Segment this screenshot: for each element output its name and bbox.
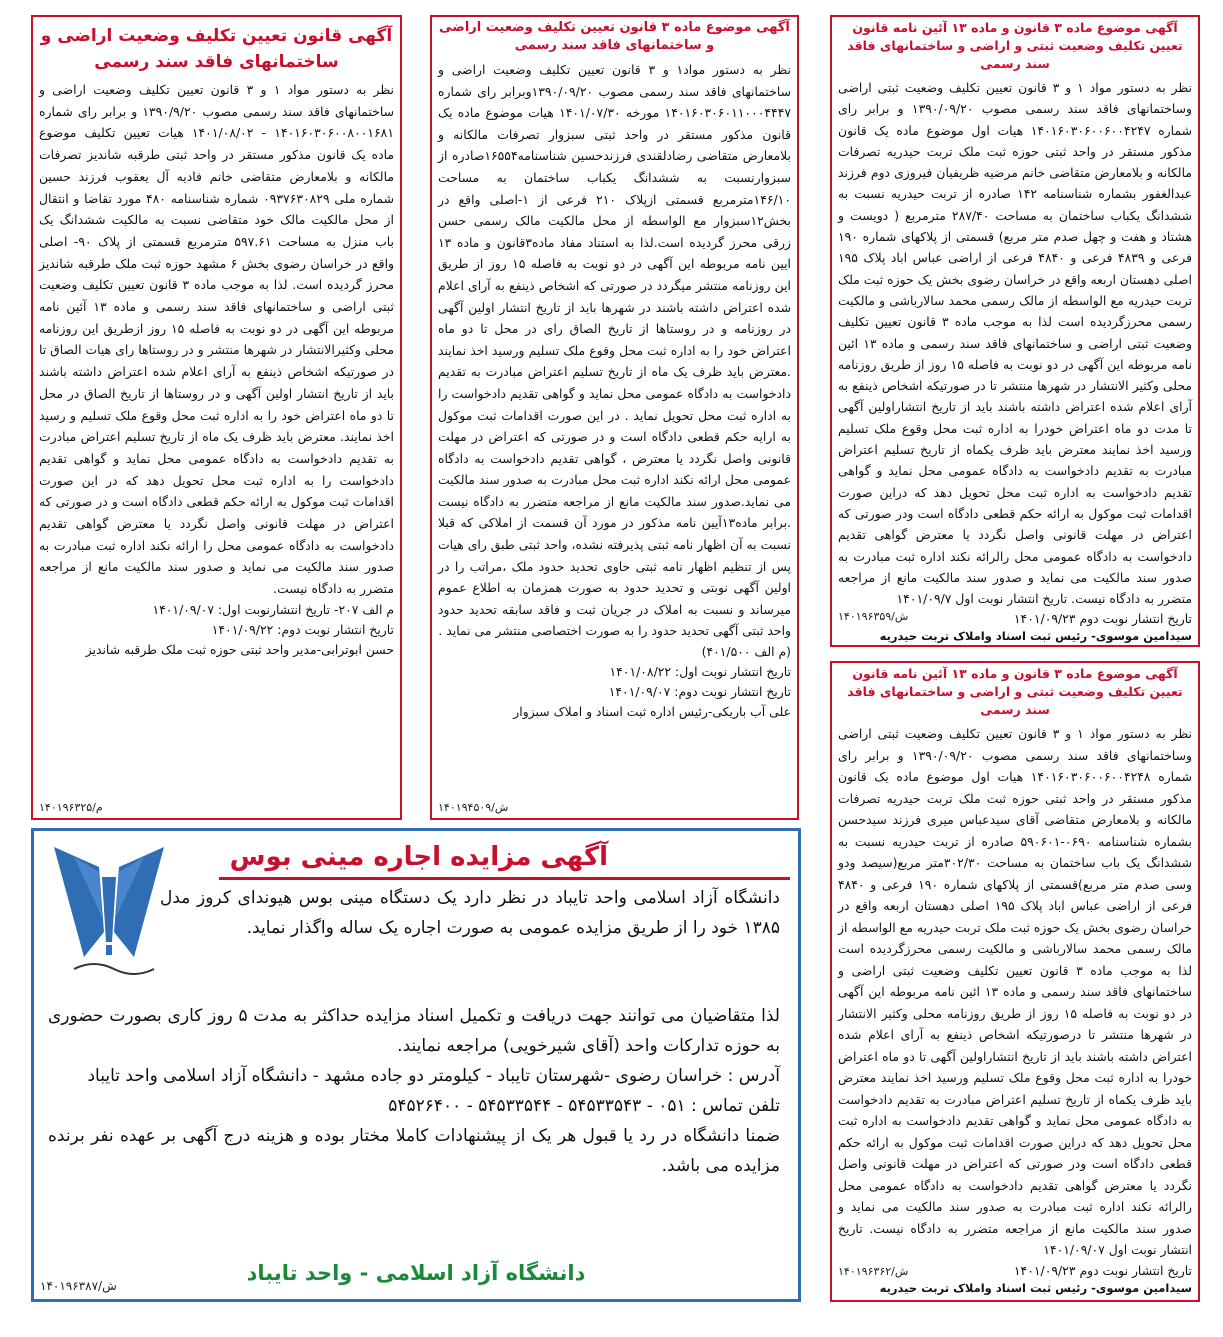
ad-title: آگهی قانون تعیین تکلیف وضعیت اراضی و ساختمانهای فاقد سند رسمی <box>40 26 393 72</box>
ad-phones: تلفن تماس : ۰۵۱ - ۵۴۵۳۳۵۴۳ - ۵۴۵۳۳۵۴۴ - ۵۴۵۲۶۴۰۰ <box>388 1096 780 1116</box>
ad-title: آگهی موضوع ماده ۳ قانون و ماده ۱۳ آئین نامه قانون تعیین تکلیف وضعیت ثبتی و اراضی و ساختمانهای فاقد سند رسمی <box>847 666 1183 717</box>
university-logo-icon <box>44 837 174 987</box>
ad-registration-right-bottom <box>830 661 1200 1302</box>
ad-code: ۱۴۰۱۹۴۵۰۹/ش <box>438 801 509 814</box>
ad-signature: علی آب باریکی-رئیس اداره ثبت اسناد و املاک سبزوار <box>513 704 791 720</box>
ad-details <box>48 1001 780 1181</box>
ad-registration-left <box>31 15 402 820</box>
ad-code: ۱۴۰۱۹۶۳۶۲/ش <box>838 1265 909 1278</box>
ad-registration-middle <box>430 15 799 820</box>
ad-date-second: تاریخ انتشار نوبت دوم: ۱۴۰۱/۰۹/۲۲ <box>211 621 394 637</box>
ad-ref: (م الف ۴۰۱/۵۰۰) <box>701 644 791 660</box>
ad-ref: م الف ۲۰۷- تاریخ انتشارنوبت اول: ۱۴۰۱/۰۹/۰۷ <box>152 601 394 617</box>
ad-title: آگهی موضوع ماده ۳ قانون تعیین تکلیف وضعیت اراضی و ساختمانهای فاقد سند رسمی <box>439 20 790 53</box>
ad-registration-right-top <box>830 15 1200 647</box>
ad-title: آگهی موضوع ماده ۳ قانون و ماده ۱۳ آئین نامه قانون تعیین تکلیف وضعیت ثبتی و اراضی و ساختمانهای فاقد سند رسمی <box>847 20 1183 71</box>
ad-code: ۱۴۰۱۹۶۳۸۷/ش <box>40 1279 117 1293</box>
ad-date-second: تاریخ انتشار نوبت دوم: ۱۴۰۱/۰۹/۰۷ <box>608 684 791 700</box>
ad-body: نظر به دستور مواد ۱ و ۳ قانون تعیین تکلیف وضعیت ثبتی اراضی وساختمانهای فاقد سند رسمی مصوب ۱۳۹۰/۰۹/۲۰ و برابر رای شماره ۱۴۰۱۶۰۳۰۶۰۰۶۰۰۴۲۴۷ هیات اول موضوع ماده یک قانون مذکور مستقر در واحد ثبتی حوزه ثبت ملک تربت حیدریه تصرفات مالکانه و بلامعارض متقاضی خانم مرضیه ظریفیان فیروزی دوم فرزند عبدالغفور بشماره شناسنامه ۱۴۲ صادره از تربت حیدریه نسبت به ششدانگ یکباب ساختمان به مساحت ۲۸۷/۴۰ مترمربع ( دویست و هشتاد و هفت و چهل صدم متر مربع) قسمتی از پلاکهای شماره ۱۹۰ فرعی و ۴۸۳۹ فرعی و ۴۸۴۰ فرعی از اراضی عباس اباد پلاک ۱۹۵ اصلی دهستان اربعه واقع در خراسان رضوی بخش یک حوزه ثبت ملک تربت حیدریه مع الواسطه از مالک رسمی محمد سالارباشی و مالکیت رسمی محرزگردیده است لذا به موجب ماده ۳ قانون تعیین تکلیف وضعیت ثبتی اراضی و ساختمانهای فاقد سند رسمی و ماده ۱۳ ائین نامه مربوطه این آگهی در دو نوبت به فاصله ۱۵ روز از طریق روزنامه محلی وکثیر الانتشار در شهرها منتشر تا در صورتیکه اشخاص ذینفع به آرای اعلام شده اعتراض داشته باشند باید از تاریخ انتشاراولین آگهی تا مدت دو ماه اعتراض خودرا به اداره ثبت محل وقوع ملک تسلیم ورسید اخذ نمایند معترض باید ظرف یکماه از تاریخ تسلیم اعتراض مبادرت به تقدیم دادخواست به دادگاه عمومی محل نماید و گواهی تقدیم دادخواست به اداره ثبت محل تحویل دهد که دراین صورت اقدامات ثبت موکول به ارائه حکم قطعی دادگاه است ودر صورتی که اعتراض در مهلت قانونی واصل نگردد یا معترض گواهی تقدیم دادخواست به دادگاه عمومی محل رالرائه نکند اداره ثبت مبادرت به صدور سند مالکیت می نماید و صدور سند مالکیت مانع از مراجعه متضرر به دادگاه نیست. تاریخ انتشار نوبت اول ۱۴۰۱/۰۹/۷ <box>838 80 1193 607</box>
ad-signature: سیدامین موسوی- رئیس ثبت اسناد واملاک تربت حیدریه <box>879 1280 1192 1295</box>
ad-signature: حسن ابوترابی-مدیر واحد ثبتی حوزه ثبت ملک طرقبه شاندیز <box>85 641 394 657</box>
ad-date-second: تاریخ انتشار نوبت دوم ۱۴۰۱/۰۹/۲۳ <box>1013 611 1192 627</box>
ad-code: ۱۴۰۱۹۶۳۲۵/م <box>39 801 103 814</box>
ad-date-second: تاریخ انتشار نوبت دوم ۱۴۰۱/۰۹/۲۳ <box>1013 1262 1192 1278</box>
ad-footer-organization: دانشگاه آزاد اسلامی - واحد تایباد <box>246 1261 586 1285</box>
ad-address: آدرس : خراسان رضوی -شهرستان تایباد - کیلومتر دو جاده مشهد - دانشگاه آزاد اسلامی واحد تایباد <box>87 1066 780 1086</box>
ad-note: ضمنا دانشگاه در رد یا قبول هر یک از پیشنهادات کاملا مختار بوده و هزینه درج آگهی بر عهده نفر برنده مزایده می باشد. <box>48 1126 780 1176</box>
ad-paragraph-intro: دانشگاه آزاد اسلامی واحد تایباد در نظر دارد یک دستگاه مینی بوس هیوندای کروز مدل ۱۳۸۵ خود را از طریق مزایده عمومی به صورت اجاره یک ساله واگذار نماید. <box>160 888 780 938</box>
ad-signature: سیدامین موسوی- رئیس ثبت اسناد واملاک تربت حیدریه <box>879 629 1192 644</box>
ad-title: آگهی مزایده اجاره مینی بوس <box>229 842 608 872</box>
ad-body: نظر به دستور مواد۱ و ۳ قانون تعیین تکلیف وضعیت اراضی و ساختمانهای فاقد سند رسمی مصوب ۱۳۹۰/۰۹/۲۰وبرابر رای شماره ۱۴۰۱۶۰۳۰۶۰۱۱۰۰۰۴۴۴۷ مورخه ۱۴۰۱/۰۷/۳۰ هیات موضوع ماده یک قانون مذکور مستقر در واحد ثبتی سبزوار تصرفات مالکانه و بلامعارض متقاضی رضادلقندی فرزندحسین شناسنامه۱۶۵۵۴صادره از سبزوارنسبت به ششدانگ یکباب ساختمان به مساحت ۱۴۶/۱۰مترمربع قسمتی ازپلاک ۲۱۰ فرعی از ۱-اصلی واقع در بخش۱۲سبزوار مع الواسطه از محل مالکیت مالک رسمی حسن زرقی محرز گردیده است.لذا به استناد مفاد ماده۳قانون و ماده ۱۳ ایین نامه مربوطه این آگهی در دو نوبت به فاصله ۱۵ روز از طریق این روزنامه منتشر میگردد در صورتی که اشخاص ذینفع به آرای اعلام شده اعتراض داشته باشند در شهرها باید از تاریخ انتشار اولین آگهی در روزنامه و در روستاها از تاریخ الصاق رای در محل تا دو ماه اعتراض خود را به اداره ثبت محل وقوع ملک تسلیم ورسید اخذ نمایند .معترض باید ظرف یک ماه از تاریخ تسلیم اعتراض مبادرت به تقدیم دادخواست به دادگاه عمومی محل نماید و گواهی تقدیم دادخواست را به اداره ثبت محل تحویل نماید . در این صورت اقدامات ثبت موکول به ارایه حکم قطعی دادگاه است و در صورتی که اعتراض در مهلت قانونی واصل نگردد یا معترض ، گواهی تقدیم دادخواست به دادگاه عمومی محل ارائه نکند اداره ثبت محل مبادرت به صدور سند مالکیت می نماید.صدور سند مالکیت مانع از مراجعه متضرر به دادگاه نیست .برابر ماده۱۳آیین نامه مذکور در مورد آن قسمت از املاکی که قبلا نسبت به آن اظهار نامه ثبتی پذیرفته نشده، واحد ثبتی طبق رای هیات پس از تنظیم اظهار نامه ثبتی حاوی تحدید حدود ملک ،مراتب را در اولین آگهی نوبتی و تحدید حدود به صورت همزمان به اطلاع عموم میرساند و نسبت به املاک در جریان ثبت و فاقد سابقه تحدید حدود واحد ثبتی آگهی تحدید حدود را به صورت اختصاصی منتشر می نماید . <box>438 62 792 639</box>
ad-minibus-auction <box>31 828 801 1302</box>
ad-paragraph-instructions: لذا متقاضیان می توانند جهت دریافت و تکمیل اسناد مزایده حداکثر به مدت ۵ روز کاری بصورت حضوری به حوزه تدارکات واحد (آقای شیرخویی) مراجعه نمایند. <box>48 1006 780 1056</box>
ad-body: نظر به دستور مواد ۱ و ۳ قانون تعیین تکلیف وضعیت ثبتی اراضی وساختمانهای فاقد سند رسمی مصوب ۱۳۹۰/۰۹/۲۰ و برابر رای شماره ۱۴۰۱۶۰۳۰۶۰۰۶۰۰۴۲۴۸ هیات اول موضوع ماده یک قانون مذکور مستقر در واحد ثبتی حوزه ثبت ملک تربت حیدریه تصرفات مالکانه و بلامعارض متقاضی آقای سیدعباس میری فرزند سیدحسن بشماره شناسنامه ۰۶۹۰-۵۹۰۶۰۱ صادره از تربت حیدریه نسبت به ششدانگ یک باب ساختمان به مساحت ۳۰۲/۳۰متر مربع(سیصد ودو وسی صدم متر مربع)قسمتی از پلاکهای شماره ۱۹۰ فرعی و ۴۸۴۰ فرعی از اراضی عباس اباد پلاک ۱۹۵ اصلی دهستان اربعه واقع در خراسان رضوی بخش یک حوزه ثبت ملک تربت حیدریه مع الواسطه از مالک رسمی محمد سالارباشی و مالکیت رسمی محرزگردیده است لذا به موجب ماده ۳ قانون تعیین تکلیف وضعیت ثبتی اراضی و ساختمانهای فاقد سند رسمی و ماده ۱۳ ائین نامه مربوطه این آگهی در دو نوبت به فاصله ۱۵ روز از طریق روزنامه محلی وکثیر الانتشار در شهرها منتشر تا درصورتیکه اشخاص ذینفع به آرای اعلام شده اعتراض داشته باشند باید از تاریخ انتشاراولین آگهی تا دو ماه اعتراض خودرا به اداره ثبت محل وقوع ملک تسلیم ورسید اخذ نمایند معترض باید ظرف یکماه از تاریخ تسلیم اعتراض مبادرت به تقدیم دادخواست به دادگاه عمومی محل نماید و گواهی تقدیم دادخواست به اداره ثبت محل تحویل دهد که دراین صورت اقدامات ثبت موکول به ارائه حکم قطعی دادگاه است ودر صورتی که اعتراض در مهلت قانونی واصل نگردد یا معترض گواهی تقدیم دادخواست به دادگاه عمومی محل رالرائه نکند اداره ثبت مبادرت به صدور سند مالکیت می نماید و صدور سند مالکیت مانع از مراجعه متضرر به دادگاه نیست. تاریخ انتشار نوبت اول ۱۴۰۱/۰۹/۰۷ <box>838 726 1193 1257</box>
ad-body: نظر به دستور مواد ۱ و ۳ قانون تعیین تکلیف وضعیت اراضی و ساختمانهای فاقد سند رسمی مصوب ۱۳۹۰/۹/۲۰ و برابر رای شماره ۱۴۰۱۶۰۳۰۶۰۰۸۰۰۱۶۸۱ - ۱۴۰۱/۰۸/۰۲ هیات تعیین تکلیف موضوع ماده یک قانون مذکور مستقر در واحد ثبتی طرقبه شاندیز تصرفات مالکانه و بلامعارض متقاضی خانم فادیه آل یعقوب فرزند حسین شماره ملی ۰۹۳۷۶۳۰۸۲۹ شماره شناسنامه ۴۸۰ مورد تقاضا و انتقال از محل مالکیت مالک خود متقاضی نسبت به مالکیت ششدانگ یک باب منزل به مساحت ۵۹۷.۶۱ مترمربع قسمتی از پلاک ۹۰- اصلی واقع در خراسان رضوی بخش ۶ مشهد حوزه ثبت ملک طرقبه شاندیز محرز گردیده است. لذا به موجب ماده ۳ قانون تعیین تکلیف وضعیت ثبتی اراضی و ساختمانهای فاقد سند رسمی و ماده ۱۳ آئین نامه مربوطه این آگهی در دو نوبت به فاصله ۱۵ روز ازطریق این روزنامه محلی وکثیرالانتشار در شهرها منتشر و در روستاها رای هیات الصاق تا در صورتیکه اشخاص ذینفع به آرای اعلام شده اعتراض داشته باشند باید از تاریخ انتشار اولین آگهی و در روستاها از تاریخ الصاق در محل تا دو ماه اعتراض خود را به اداره ثبت محل وقوع ملک تسلیم و رسید اخذ نمایند. معترض باید ظرف یک ماه از تاریخ تسلیم اعتراض مبادرت به تقدیم دادخواست به دادگاه عمومی محل نماید و گواهی تقدیم دادخواست را به اداره ثبت محل تحویل دهد که در این صورت اقدامات ثبت موکول به ارائه حکم قطعی دادگاه است و در صورتی که اعتراض در مهلت قانونی واصل نگردد یا معترض گواهی تقدیم دادخواست به دادگاه عمومی محل را ارائه نکند اداره ثبت مبادرت به صدور سند مالکیت می نماید و صدور سند مالکیت مانع از مراجعه متضرر به دادگاه نیست. <box>39 82 394 597</box>
title-underline <box>219 877 790 880</box>
ad-date-first: تاریخ انتشار نوبت اول: ۱۴۰۱/۰۸/۲۲ <box>609 664 791 680</box>
ad-code: ۱۴۰۱۹۶۳۵۹/ش <box>838 610 909 623</box>
